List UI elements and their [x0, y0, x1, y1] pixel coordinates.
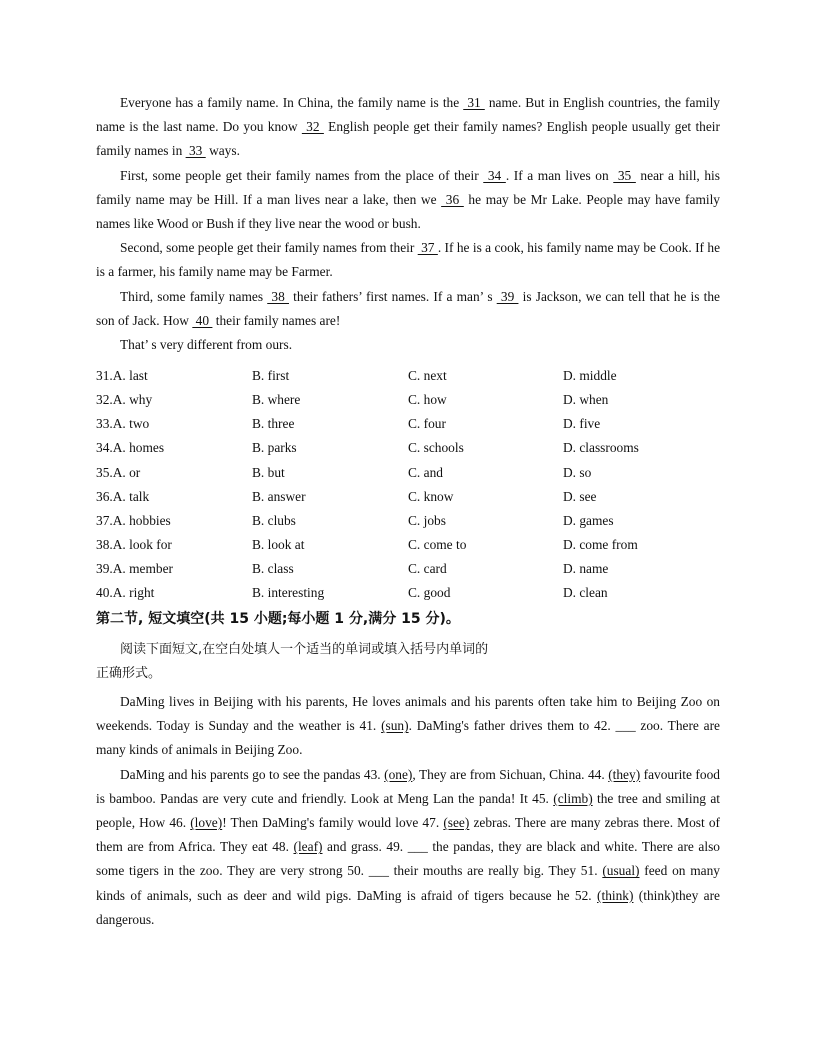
passage-text: and grass. 49. — [322, 839, 408, 855]
blank-34: 34 — [483, 167, 506, 183]
option-b: B. class — [252, 561, 294, 577]
passage-text: ! Then DaMing's family would love 47. — [222, 815, 444, 831]
option-d: D. classrooms — [563, 440, 639, 456]
blank-51-hint: (usual) — [602, 863, 640, 879]
option-d: D. so — [563, 464, 592, 480]
option-b: B. three — [252, 416, 295, 432]
blank-35: 35 — [613, 167, 636, 183]
blank-31: 31 — [463, 95, 485, 110]
option-a — [96, 557, 173, 581]
passage-text: . DaMing's father drives them to 42. — [408, 718, 616, 734]
option-row-32 — [96, 388, 720, 412]
instruction-line-1: 阅读下面短文,在空白处填人一个适当的单词或填入括号内单词的 — [120, 642, 489, 657]
question-number: 31. — [96, 368, 113, 383]
blank-41-hint: (sun) — [381, 718, 409, 734]
option-a — [96, 388, 152, 412]
option-a — [96, 412, 149, 436]
passage-paragraph-3 — [96, 236, 720, 284]
option-a-text: A. homes — [112, 440, 165, 456]
option-row-31 — [96, 364, 720, 388]
option-a-text: A. last — [112, 368, 148, 383]
option-c: C. come to — [408, 536, 467, 552]
option-a-text: A. hobbies — [112, 512, 171, 528]
option-c: C. how — [408, 392, 447, 408]
option-d: D. clean — [563, 585, 608, 601]
passage-text: Second, some people get their family names from their — [120, 240, 418, 256]
blank-32: 32 — [301, 119, 324, 135]
option-d: D. come from — [563, 536, 638, 552]
option-b: B. but — [252, 464, 285, 480]
passage-paragraph-5: That’ s very different from ours. — [120, 337, 293, 353]
option-a-text: A. why — [112, 392, 153, 408]
blank-43-hint: (one) — [384, 766, 413, 782]
passage-paragraph-4 — [96, 285, 720, 333]
fill-in-passage — [96, 690, 720, 932]
passage-text: feed on many kinds of animals, such as deer and wild pigs. DaMing is afraid of tigers because he 52. — [96, 863, 720, 903]
question-number: 35. — [96, 464, 113, 480]
option-c: C. schools — [408, 440, 464, 456]
blank-45-hint: (climb) — [553, 790, 593, 806]
blank-42: ___ — [615, 718, 636, 734]
passage-text: is Jackson, we can tell that he is the son of Jack. How — [96, 288, 720, 328]
blank-46-hint: (love) — [190, 815, 223, 831]
passage-text: the pandas, they are black and white. There are also some tigers in the zoo. They are very strong 50. — [96, 839, 720, 879]
question-number: 40. — [96, 585, 113, 601]
option-row-35 — [96, 461, 720, 485]
option-d: D. games — [563, 512, 614, 528]
passage-text: ways. — [205, 143, 240, 159]
blank-37: 37 — [417, 240, 438, 256]
option-b: B. clubs — [252, 512, 296, 528]
blank-44-hint: (they) — [608, 766, 641, 782]
passage-text: their fathers’ first names. If a man’ s — [288, 288, 497, 304]
passage-text: their family names are! — [212, 312, 341, 328]
option-b: B. look at — [252, 536, 305, 552]
question-number: 36. — [96, 488, 113, 504]
passage-text: name. But in English countries, the family name is the last name. Do you know — [96, 95, 720, 135]
passage-text: he may be Mr Lake. People may have family names like Wood or Bush if they live near the wood or bush. — [96, 191, 720, 232]
option-row-40 — [96, 581, 720, 605]
passage-text: the tree and smiling at people, How 46. — [96, 790, 720, 831]
fill-in-paragraph-2 — [96, 763, 720, 932]
option-a — [96, 461, 140, 485]
question-number: 37. — [96, 512, 113, 528]
option-b: B. answer — [252, 488, 306, 504]
section-title: 第二节, 短文填空(共 15 小题;每小题 1 分,满分 15 分)。 — [96, 611, 460, 627]
passage-text: First, some people get their family names from the place of their — [120, 167, 484, 183]
option-a-text: A. or — [112, 464, 141, 480]
passage-text: DaMing lives in Beijing with his parents, He loves animals and his parents often take him to Beijing Zoo on weekends. Today is Sunday and the weather is 41. — [96, 694, 720, 734]
option-row-39 — [96, 557, 720, 581]
option-a — [96, 581, 154, 605]
instruction-line-2: 正确形式。 — [96, 666, 162, 681]
option-b: B. interesting — [252, 585, 325, 601]
question-number: 39. — [96, 561, 113, 577]
passage-text: near a hill, his family name may be Hill. If a man lives near a lake, then we — [96, 167, 720, 207]
option-row-33 — [96, 412, 720, 436]
option-c: C. card — [408, 561, 447, 577]
passage-paragraph-1 — [96, 91, 720, 164]
option-d: D. see — [563, 488, 597, 504]
option-c: C. next — [408, 368, 447, 383]
option-c: C. know — [408, 488, 454, 504]
option-b: B. first — [252, 368, 290, 383]
option-c: C. four — [408, 416, 446, 432]
passage-text: , They are from Sichuan, China. 44. — [412, 766, 609, 782]
cloze-passage — [96, 91, 720, 357]
option-row-38 — [96, 533, 720, 557]
passage-paragraph-2 — [96, 164, 720, 237]
option-d: D. five — [563, 416, 601, 432]
option-c: C. good — [408, 585, 451, 601]
blank-49: ___ — [407, 839, 428, 855]
blank-50: ___ — [368, 863, 389, 879]
answer-options — [96, 364, 720, 605]
passage-text: favourite food is bamboo. Pandas are very cute and friendly. Look at Meng Lan the panda! It 45. — [96, 766, 720, 806]
option-d: D. when — [563, 392, 609, 408]
passage-text: DaMing and his parents go to see the pandas 43. — [120, 766, 385, 782]
fill-in-paragraph-1 — [96, 690, 720, 763]
option-row-34 — [96, 436, 720, 460]
question-number: 33. — [96, 416, 113, 432]
passage-text: . If he is a cook, his family name may be Cook. If he is a farmer, his family name may be Farmer. — [96, 240, 721, 280]
option-a — [96, 509, 171, 533]
blank-33: 33 — [185, 143, 206, 159]
blank-36: 36 — [441, 191, 464, 207]
blank-52-hint: (think) — [597, 887, 634, 903]
option-a — [96, 485, 149, 509]
question-number: 34. — [96, 440, 113, 456]
option-d: D. name — [563, 561, 609, 577]
passage-text: zebras. There are many zebras there. Most of them are from Africa. They eat 48. — [96, 815, 720, 855]
passage-text: English people get their family names? English people usually get their family names in — [96, 119, 720, 159]
option-a — [96, 364, 148, 388]
passage-text: zoo. There are many kinds of animals in Beijing Zoo. — [96, 718, 720, 758]
passage-text: Everyone has a family name. In China, the family name is the — [120, 95, 464, 110]
option-a-text: A. talk — [112, 488, 150, 504]
option-a-text: A. look for — [112, 536, 172, 552]
option-a — [96, 533, 172, 557]
passage-text: . If a man lives on — [505, 167, 614, 183]
blank-48-hint: (leaf) — [293, 839, 323, 855]
passage-text: Third, some family names — [120, 288, 268, 304]
section-instructions — [96, 638, 720, 686]
option-a-text: A. right — [112, 585, 155, 601]
option-d: D. middle — [563, 368, 617, 383]
option-a — [96, 436, 164, 460]
blank-40: 40 — [192, 312, 213, 328]
option-b: B. parks — [252, 440, 297, 456]
option-a-text: A. member — [112, 561, 173, 577]
option-a-text: A. two — [112, 416, 150, 432]
blank-39: 39 — [496, 288, 519, 304]
question-number: 38. — [96, 536, 113, 552]
option-c: C. and — [408, 464, 443, 480]
blank-38: 38 — [267, 288, 289, 304]
option-b: B. where — [252, 392, 301, 408]
passage-text: (think)they are dangerous. — [96, 887, 721, 927]
option-c: C. jobs — [408, 512, 446, 528]
option-row-36 — [96, 485, 720, 509]
passage-text: their mouths are really big. They 51. — [388, 863, 603, 879]
question-number: 32. — [96, 392, 113, 408]
option-row-37 — [96, 509, 720, 533]
blank-47-hint: (see) — [443, 815, 470, 831]
